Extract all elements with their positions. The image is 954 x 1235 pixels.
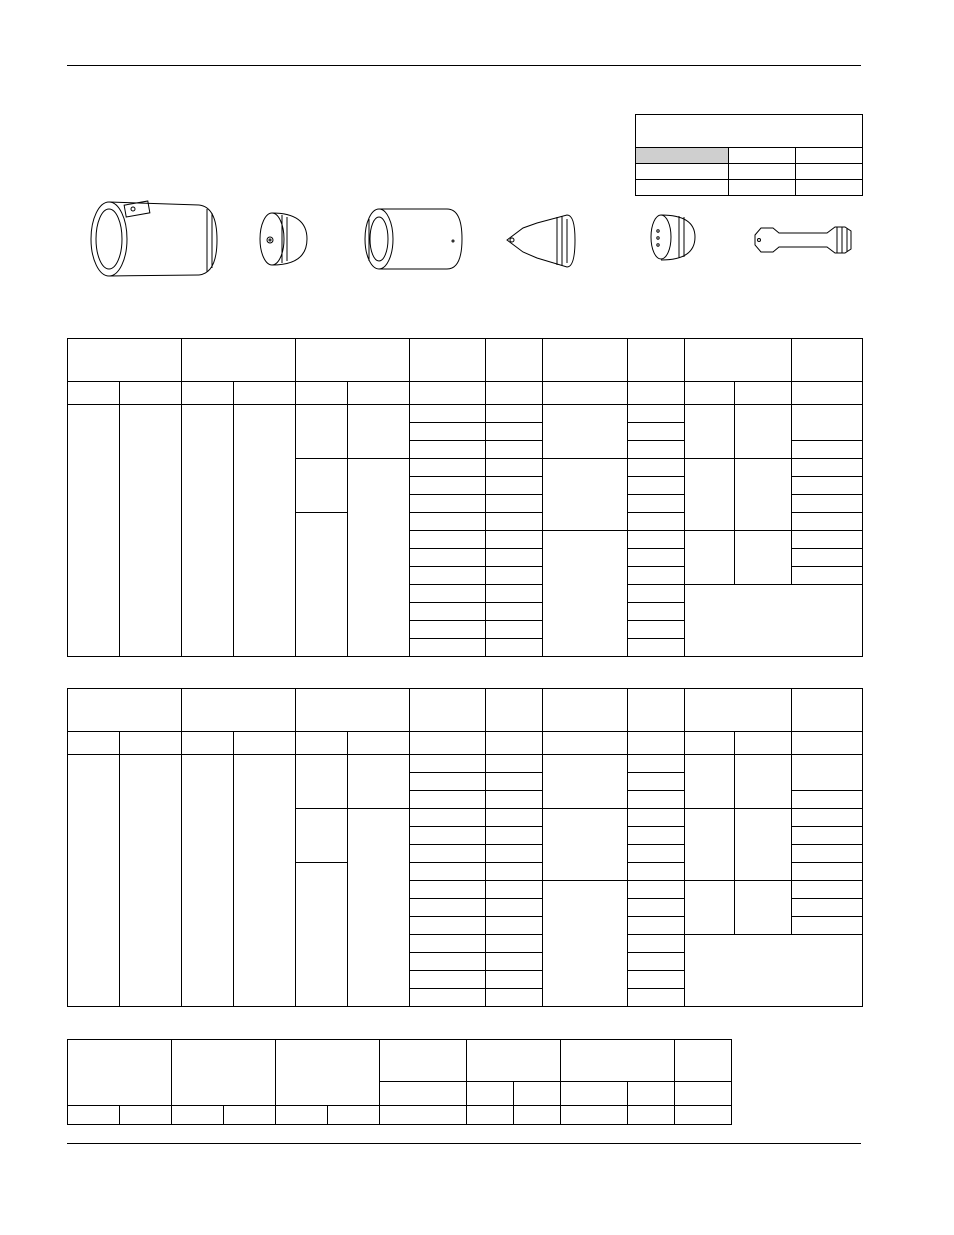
legend-table — [635, 114, 863, 196]
nozzle-icon — [507, 215, 575, 267]
header-rule — [67, 65, 861, 66]
electrode-icon — [755, 227, 851, 253]
consumables-table-1 — [67, 338, 863, 657]
consumables-table-3 — [67, 1039, 732, 1125]
legend-shaded-cell — [636, 148, 729, 164]
nozzle-retaining-cap-icon — [365, 209, 462, 269]
consumable-parts-row — [67, 195, 861, 300]
swirl-ring-icon — [651, 215, 695, 260]
retaining-cap-icon — [91, 201, 217, 276]
legend-title-cell — [636, 115, 863, 148]
consumables-table-2 — [67, 688, 863, 1007]
shield-icon — [260, 213, 307, 265]
footer-rule — [67, 1143, 861, 1144]
